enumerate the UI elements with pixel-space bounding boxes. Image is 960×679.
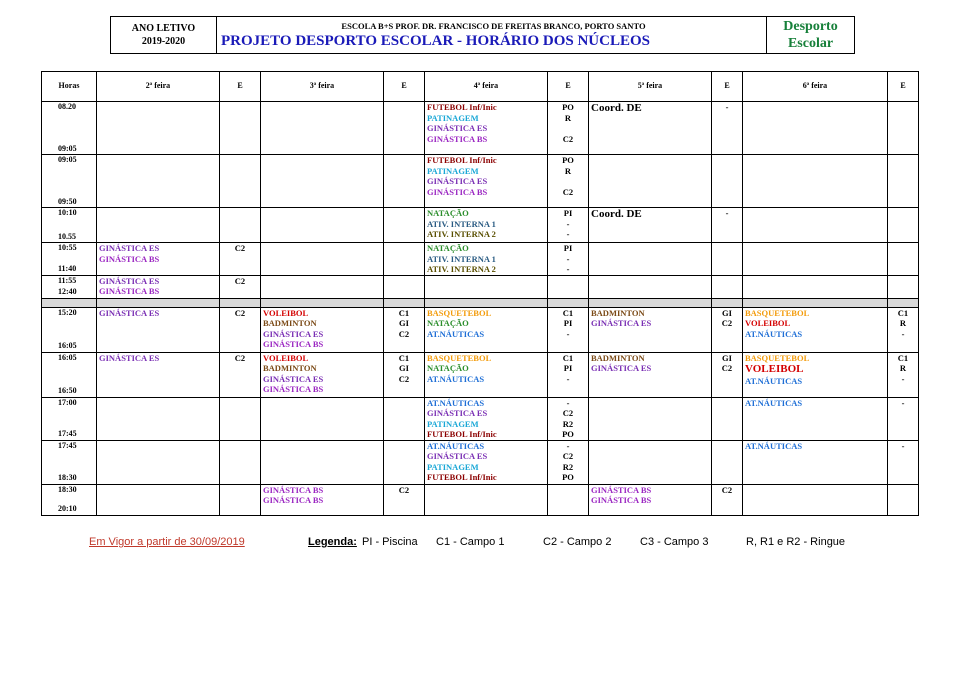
end-time: 09:50: [58, 196, 77, 206]
space-code: GI: [399, 363, 409, 373]
activity-name: BADMINTON: [263, 318, 317, 328]
activity-name: GINÁSTICA ES: [99, 275, 160, 286]
space-code: -: [566, 229, 570, 239]
space-cell: [220, 243, 261, 276]
activity-name: FUTEBOL Inf/Inic: [427, 472, 497, 482]
logo-line-1: Desporto: [783, 19, 838, 34]
legend-item: C1 - Campo 1: [436, 536, 505, 548]
space-code: -: [566, 328, 570, 339]
activity-cell: [261, 397, 384, 440]
end-time: 10.55: [58, 231, 76, 241]
column-header: E: [888, 72, 919, 102]
space-cell: [220, 307, 261, 352]
time-cell: [42, 352, 97, 397]
activity-cell: [589, 397, 712, 440]
space-cell: [220, 155, 261, 208]
schedule-row: [42, 484, 919, 515]
space-code: C1: [562, 352, 574, 363]
space-cell: [220, 397, 261, 440]
activity-name: ATIV. INTERNA 2: [427, 229, 496, 239]
schedule-row: [42, 440, 919, 484]
break-cell: [220, 298, 261, 307]
activity-name: Coord. DE: [591, 208, 642, 220]
end-time: 12:40: [58, 287, 77, 296]
space-code: -: [901, 440, 905, 451]
activity-cell: [425, 208, 548, 243]
space-code: C1: [897, 307, 909, 318]
activity-name: GINÁSTICA ES: [99, 307, 160, 318]
activity-cell: [589, 275, 712, 298]
column-header: E: [220, 72, 261, 102]
end-time: 11:40: [58, 264, 77, 273]
space-cell: [220, 484, 261, 515]
space-code: R2: [562, 461, 574, 472]
schedule-row: [42, 397, 919, 440]
space-cell: [888, 440, 919, 484]
end-time: 16:50: [58, 386, 77, 395]
year-value: 2019-2020: [141, 36, 186, 47]
space-cell: [548, 484, 589, 515]
space-cell: [712, 208, 743, 243]
space-code: C2: [721, 318, 733, 328]
in-force-note: Em Vigor a partir de 30/09/2019: [89, 536, 245, 548]
schedule-row: [42, 307, 919, 352]
activity-name: GINÁSTICA BS: [263, 484, 324, 495]
activity-name: VOLEIBOL: [745, 363, 804, 375]
activity-name: GINÁSTICA ES: [591, 363, 652, 373]
activity-cell: [425, 484, 548, 515]
space-cell: [384, 307, 425, 352]
activity-cell: [261, 484, 384, 515]
activity-name: ATIV. INTERNA 2: [427, 264, 496, 274]
activity-cell: [743, 440, 888, 484]
start-time: 11:55: [58, 275, 77, 285]
space-cell: [888, 484, 919, 515]
activity-name: VOLEIBOL: [263, 307, 309, 318]
activity-name: NATAÇÃO: [427, 363, 469, 373]
column-header: 2ª feira: [97, 72, 220, 102]
activity-name: VOLEIBOL: [263, 352, 309, 363]
activity-name: NATAÇÃO: [427, 243, 469, 253]
start-time: 08.20: [58, 102, 76, 111]
header-table: [110, 16, 855, 54]
break-cell: [712, 298, 743, 307]
activity-name: GINÁSTICA ES: [591, 318, 652, 328]
activity-cell: [589, 208, 712, 243]
activity-cell: [743, 352, 888, 397]
space-code: C2: [721, 363, 733, 373]
activity-name: BASQUETEBOL: [745, 307, 810, 318]
space-code: C2: [562, 451, 574, 461]
activity-cell: [261, 208, 384, 243]
space-cell: [548, 307, 589, 352]
space-code: C2: [234, 275, 246, 286]
start-time: 16:05: [58, 352, 77, 362]
activity-cell: [743, 397, 888, 440]
space-code: C2: [562, 408, 574, 418]
schedule-body: [42, 102, 919, 516]
space-code: C2: [398, 373, 410, 384]
space-code: GI: [722, 307, 732, 318]
space-cell: [548, 397, 589, 440]
start-time: 10:10: [58, 208, 77, 217]
start-time: 17:45: [58, 440, 77, 450]
activity-name: BASQUETEBOL: [745, 352, 810, 363]
break-cell: [261, 298, 384, 307]
space-cell: [548, 352, 589, 397]
column-header: E: [712, 72, 743, 102]
space-code: R: [564, 112, 572, 123]
space-code: PO: [562, 102, 574, 112]
space-cell: [384, 155, 425, 208]
space-cell: [384, 352, 425, 397]
activity-cell: [261, 155, 384, 208]
activity-cell: [97, 208, 220, 243]
space-code: C2: [234, 243, 246, 253]
activity-name: GINÁSTICA ES: [99, 243, 160, 253]
space-cell: [548, 102, 589, 155]
space-code: R: [899, 318, 907, 328]
space-cell: [384, 243, 425, 276]
activity-cell: [589, 484, 712, 515]
space-code: -: [566, 218, 570, 229]
activity-cell: [743, 243, 888, 276]
activity-cell: [97, 243, 220, 276]
activity-cell: [425, 352, 548, 397]
start-time: 09:05: [58, 155, 77, 164]
activity-name: GINÁSTICA ES: [99, 352, 160, 363]
activity-name: GINÁSTICA BS: [99, 253, 160, 264]
activity-name: BASQUETEBOL: [427, 307, 492, 318]
activity-name: PATINAGEM: [427, 418, 479, 429]
space-code: -: [566, 440, 570, 451]
activity-cell: [425, 440, 548, 484]
space-cell: [220, 208, 261, 243]
space-code: C2: [234, 307, 246, 318]
activity-name: AT.NÁUTICAS: [427, 440, 485, 451]
activity-cell: [97, 102, 220, 155]
space-cell: [712, 440, 743, 484]
time-cell: [42, 102, 97, 155]
activity-cell: [589, 307, 712, 352]
schedule-row: [42, 102, 919, 155]
space-cell: [220, 102, 261, 155]
space-code: C2: [562, 133, 574, 144]
space-code: PI: [563, 363, 573, 373]
activity-name: NATAÇÃO: [427, 208, 469, 218]
schedule-row: [42, 155, 919, 208]
space-code: C1: [897, 352, 909, 363]
space-cell: [712, 352, 743, 397]
space-cell: [220, 440, 261, 484]
space-code: -: [725, 208, 729, 218]
space-code: C2: [721, 484, 733, 495]
space-cell: [712, 397, 743, 440]
break-cell: [589, 298, 712, 307]
end-time: 18:30: [58, 473, 77, 482]
space-code: C1: [398, 352, 410, 363]
year-label: ANO LETIVO: [131, 23, 196, 34]
space-cell: [712, 307, 743, 352]
activity-cell: [97, 275, 220, 298]
school-name: ESCOLA B+S PROF. DR. FRANCISCO DE FREITAS BRANCO, PORTO SANTO: [341, 20, 646, 31]
activity-name: GINÁSTICA ES: [427, 176, 488, 186]
space-code: PO: [562, 472, 574, 482]
space-code: C2: [562, 186, 574, 197]
activity-cell: [425, 155, 548, 208]
activity-name: GINÁSTICA ES: [427, 408, 488, 418]
time-cell: [42, 208, 97, 243]
activity-cell: [743, 155, 888, 208]
column-header: E: [384, 72, 425, 102]
space-code: -: [566, 397, 570, 408]
space-code: PI: [563, 243, 573, 253]
activity-name: BADMINTON: [591, 307, 645, 318]
space-code: -: [566, 373, 570, 384]
activity-name: ATIV. INTERNA 1: [427, 253, 496, 264]
activity-name: GINÁSTICA BS: [263, 339, 324, 349]
schedule-row: [42, 352, 919, 397]
activity-name: NATAÇÃO: [427, 318, 469, 328]
activity-name: GINÁSTICA ES: [263, 373, 324, 384]
time-cell: [42, 155, 97, 208]
space-code: R: [564, 165, 572, 176]
activity-cell: [97, 352, 220, 397]
time-cell: [42, 484, 97, 515]
activity-cell: [261, 102, 384, 155]
column-header: 5ª feira: [589, 72, 712, 102]
lunch-break-row: [42, 298, 919, 307]
space-cell: [220, 352, 261, 397]
activity-cell: [97, 440, 220, 484]
space-code: -: [566, 264, 570, 274]
activity-cell: [743, 208, 888, 243]
activity-name: BADMINTON: [263, 363, 317, 373]
end-time: 09:05: [58, 143, 77, 153]
activity-cell: [743, 275, 888, 298]
schedule-row: [42, 208, 919, 243]
activity-name: FUTEBOL Inf/Inic: [427, 155, 497, 165]
space-code: -: [901, 328, 905, 339]
space-cell: [384, 397, 425, 440]
activity-cell: [97, 484, 220, 515]
space-code: PO: [562, 155, 574, 165]
space-cell: [548, 208, 589, 243]
space-cell: [888, 208, 919, 243]
project-title: PROJETO DESPORTO ESCOLAR - HORÁRIO DOS NÚCLEOS: [221, 32, 650, 49]
space-cell: [548, 440, 589, 484]
activity-cell: [425, 243, 548, 276]
activity-name: AT.NÁUTICAS: [745, 397, 803, 408]
space-code: PI: [563, 208, 573, 218]
activity-cell: [261, 440, 384, 484]
activity-cell: [97, 307, 220, 352]
activity-name: BADMINTON: [591, 352, 645, 363]
activity-name: GINÁSTICA BS: [263, 384, 324, 394]
activity-name: GINÁSTICA BS: [263, 495, 324, 505]
activity-name: VOLEIBOL: [745, 318, 791, 328]
break-cell: [97, 298, 220, 307]
space-code: PI: [563, 318, 573, 328]
space-cell: [712, 102, 743, 155]
activity-name: FUTEBOL Inf/Inic: [427, 102, 497, 112]
activity-name: GINÁSTICA BS: [427, 133, 488, 144]
activity-cell: [97, 397, 220, 440]
space-cell: [384, 208, 425, 243]
space-cell: [384, 484, 425, 515]
column-header: Horas: [42, 72, 97, 102]
activity-name: GINÁSTICA BS: [99, 286, 160, 296]
break-cell: [548, 298, 589, 307]
space-code: R2: [562, 418, 574, 429]
desporto-escolar-logo: [767, 17, 855, 54]
activity-cell: [425, 102, 548, 155]
space-cell: [888, 155, 919, 208]
end-time: 20:10: [58, 504, 77, 513]
footer: [0, 536, 960, 552]
space-code: -: [901, 373, 905, 384]
activity-name: PATINAGEM: [427, 112, 479, 123]
activity-cell: [589, 102, 712, 155]
activity-cell: [261, 243, 384, 276]
activity-cell: [261, 307, 384, 352]
legend-item: PI - Piscina: [362, 536, 418, 548]
activity-name: AT.NÁUTICAS: [745, 440, 803, 451]
space-cell: [548, 155, 589, 208]
activity-cell: [261, 275, 384, 298]
activity-name: GINÁSTICA ES: [427, 451, 488, 461]
activity-name: FUTEBOL Inf/Inic: [427, 429, 497, 439]
space-cell: [712, 155, 743, 208]
time-cell: [42, 243, 97, 276]
legend-item: R, R1 e R2 - Ringue: [746, 536, 846, 548]
space-cell: [220, 275, 261, 298]
space-code: PO: [562, 429, 574, 439]
activity-name: AT.NÁUTICAS: [745, 376, 803, 386]
space-code: R: [899, 363, 907, 373]
schedule-header-row: [42, 72, 919, 102]
activity-name: Coord. DE: [591, 102, 642, 114]
time-cell: [42, 307, 97, 352]
break-cell: [743, 298, 888, 307]
activity-name: AT.NÁUTICAS: [427, 373, 485, 384]
space-code: -: [901, 397, 905, 408]
space-cell: [384, 275, 425, 298]
activity-cell: [589, 243, 712, 276]
legend-item: C3 - Campo 3: [640, 536, 709, 548]
activity-name: GINÁSTICA BS: [591, 484, 652, 495]
activity-cell: [743, 102, 888, 155]
activity-cell: [425, 275, 548, 298]
activity-cell: [261, 352, 384, 397]
space-cell: [888, 243, 919, 276]
space-cell: [712, 484, 743, 515]
start-time: 10:55: [58, 243, 77, 252]
space-code: [550, 123, 586, 134]
activity-name: GINÁSTICA ES: [427, 123, 488, 133]
break-cell: [888, 298, 919, 307]
space-cell: [888, 352, 919, 397]
break-cell: [425, 298, 548, 307]
space-code: -: [725, 102, 729, 112]
space-cell: [548, 275, 589, 298]
activity-cell: [97, 155, 220, 208]
schedule-row: [42, 243, 919, 276]
space-cell: [712, 275, 743, 298]
logo-line-2: Escolar: [787, 36, 834, 51]
space-code: -: [566, 253, 570, 264]
start-time: 17:00: [58, 397, 77, 407]
time-cell: [42, 397, 97, 440]
space-cell: [888, 275, 919, 298]
time-cell: [42, 275, 97, 298]
space-cell: [888, 102, 919, 155]
school-year-box: [111, 17, 217, 54]
space-code: C2: [398, 328, 410, 339]
end-time: 16:05: [58, 341, 77, 350]
space-code: [550, 176, 586, 187]
activity-cell: [743, 484, 888, 515]
title-box: [217, 17, 767, 54]
activity-cell: [743, 307, 888, 352]
legend-item: C2 - Campo 2: [543, 536, 612, 548]
column-header: 6ª feira: [743, 72, 888, 102]
legend-label: Legenda:: [308, 536, 357, 548]
activity-name: AT.NÁUTICAS: [427, 397, 485, 408]
column-header: E: [548, 72, 589, 102]
space-code: GI: [722, 352, 732, 363]
space-cell: [384, 440, 425, 484]
activity-name: GINÁSTICA ES: [263, 328, 324, 339]
schedule-row: [42, 275, 919, 298]
activity-cell: [589, 440, 712, 484]
break-cell: [384, 298, 425, 307]
space-cell: [712, 243, 743, 276]
activity-name: PATINAGEM: [427, 165, 479, 176]
activity-name: ATIV. INTERNA 1: [427, 218, 496, 229]
space-code: C1: [398, 307, 410, 318]
time-cell: [42, 440, 97, 484]
break-cell: [42, 298, 97, 307]
activity-cell: [589, 352, 712, 397]
activity-name: GINÁSTICA BS: [591, 495, 652, 505]
activity-cell: [425, 307, 548, 352]
space-code: C2: [398, 484, 410, 495]
column-header: 3ª feira: [261, 72, 384, 102]
space-code: C2: [234, 352, 246, 363]
space-cell: [548, 243, 589, 276]
activity-name: AT.NÁUTICAS: [427, 328, 485, 339]
end-time: 17:45: [58, 429, 77, 438]
space-code: C1: [562, 307, 574, 318]
space-cell: [888, 397, 919, 440]
activity-cell: [425, 397, 548, 440]
column-header: 4ª feira: [425, 72, 548, 102]
start-time: 18:30: [58, 484, 77, 494]
activity-name: PATINAGEM: [427, 461, 479, 472]
space-code: GI: [399, 318, 409, 328]
space-cell: [384, 102, 425, 155]
start-time: 15:20: [58, 307, 77, 317]
activity-name: BASQUETEBOL: [427, 352, 492, 363]
activity-cell: [589, 155, 712, 208]
schedule-table: [41, 71, 919, 516]
activity-name: GINÁSTICA BS: [427, 186, 488, 197]
space-cell: [888, 307, 919, 352]
activity-name: AT.NÁUTICAS: [745, 328, 803, 339]
